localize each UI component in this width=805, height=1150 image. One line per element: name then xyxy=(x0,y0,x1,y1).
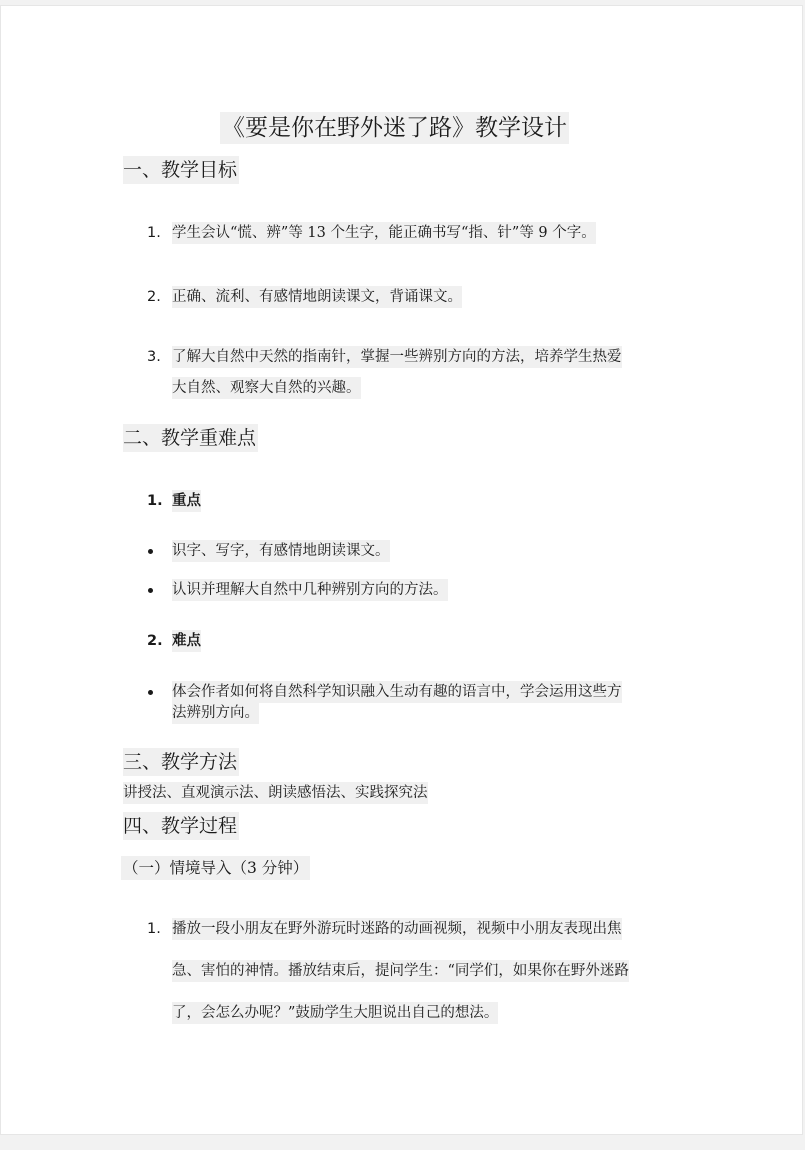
list-item-text: 播放一段小朋友在野外游玩时迷路的动画视频，视频中小朋友表现出焦 xyxy=(172,918,622,940)
list-item-text: 急、害怕的神情。播放结束后，提问学生：“同学们，如果你在野外迷路 xyxy=(172,960,629,982)
section-heading-key-difficult: 二、教学重难点 xyxy=(123,424,258,452)
document-page xyxy=(0,5,803,1135)
section-heading-objectives: 一、教学目标 xyxy=(123,156,239,184)
sub-heading-situation-intro: （一）情境导入（3 分钟） xyxy=(121,856,310,880)
section-heading-methods: 三、教学方法 xyxy=(123,748,239,776)
sub-heading-difficulties: 难点 xyxy=(172,630,201,652)
document-title: 《要是你在野外迷了路》教学设计 xyxy=(220,112,569,144)
bullet-text: 体会作者如何将自然科学知识融入生动有趣的语言中，学会运用这些方 xyxy=(172,681,622,703)
bullet-dot xyxy=(148,690,153,695)
list-item-text: 了，会怎么办呢？”鼓励学生大胆说出自己的想法。 xyxy=(172,1002,498,1024)
bullet-dot xyxy=(148,549,153,554)
list-number: 2. xyxy=(147,289,161,305)
list-number: 3. xyxy=(147,349,161,365)
sub-list-number: 1. xyxy=(147,493,163,509)
list-item-text: 大自然、观察大自然的兴趣。 xyxy=(172,377,361,399)
bullet-text: 法辨别方向。 xyxy=(172,702,259,724)
section-heading-process: 四、教学过程 xyxy=(123,812,239,840)
list-number: 1. xyxy=(147,225,161,241)
methods-text: 讲授法、直观演示法、朗读感悟法、实践探究法 xyxy=(123,782,428,804)
list-number: 1. xyxy=(147,921,161,937)
sub-heading-key-points: 重点 xyxy=(172,490,201,512)
bullet-dot xyxy=(148,588,153,593)
bullet-text: 认识并理解大自然中几种辨别方向的方法。 xyxy=(172,579,448,601)
bullet-text: 识字、写字，有感情地朗读课文。 xyxy=(172,540,390,562)
list-item-text: 学生会认“慌、辨”等 13 个生字，能正确书写“指、针”等 9 个字。 xyxy=(172,222,596,244)
sub-list-number: 2. xyxy=(147,633,163,649)
list-item-text: 了解大自然中天然的指南针，掌握一些辨别方向的方法，培养学生热爱 xyxy=(172,346,622,368)
list-item-text: 正确、流利、有感情地朗读课文，背诵课文。 xyxy=(172,286,462,308)
